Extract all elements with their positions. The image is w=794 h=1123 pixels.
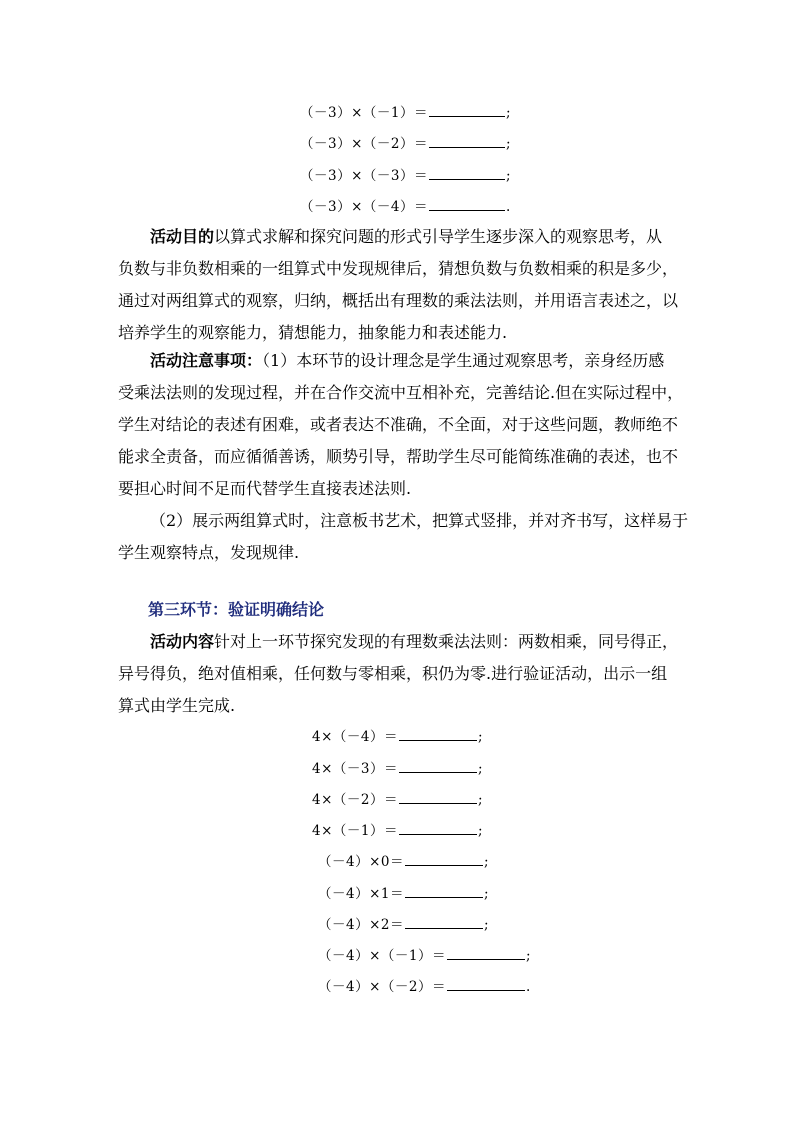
equation-end: . (526, 979, 531, 995)
answer-blank (447, 946, 525, 960)
equation-row (300, 166, 511, 185)
equation-expression: 4×（－1）＝ (312, 823, 398, 839)
equation-row (318, 884, 489, 903)
equation-end: ; (506, 168, 512, 184)
answer-blank (429, 166, 505, 180)
equation-expression: 4×（－3）＝ (312, 761, 398, 777)
answer-blank (399, 727, 477, 741)
notes-line: 学生对结论的表述有困难，或者表达不准确，不全面，对于这些问题，教师绝不 (118, 415, 679, 434)
equation-end: ; (478, 729, 484, 745)
answer-blank (405, 915, 483, 929)
equation-row (312, 759, 483, 778)
section-heading: 第三环节：验证明确结论 (148, 600, 325, 619)
purpose-line: 以算式求解和探究问题的形式引导学生逐步深入的观察思考，从 (214, 227, 663, 246)
purpose-paragraph (118, 221, 678, 349)
equation-end: ; (506, 105, 512, 121)
notes-line: 要担心时间不足而代替学生直接表述法则. (118, 479, 412, 498)
equation-end: ; (484, 917, 490, 933)
equation-row (318, 915, 489, 934)
equation-end: ; (478, 792, 484, 808)
equation-end: ; (506, 136, 512, 152)
equation-expression: （－4）×（－2）＝ (318, 979, 446, 995)
answer-blank (399, 759, 477, 773)
equation-row (318, 977, 531, 996)
equation-end: ; (526, 948, 532, 964)
answer-blank (429, 197, 505, 211)
notes-item2-line: （2）展示两组算式时，注意板书艺术，把算式竖排，并对齐书写，这样易于 (150, 511, 689, 530)
equation-expression: （－4）×（－1）＝ (318, 948, 446, 964)
equation-row (312, 821, 483, 840)
answer-blank (429, 134, 505, 148)
notes-line: （1）本环节的设计理念是学生通过观察思考，亲身经历感 (262, 351, 665, 370)
equation-end: . (506, 199, 511, 215)
answer-blank (399, 790, 477, 804)
purpose-line: 通过对两组算式的观察，归纳，概括出有理数的乘法法则，并用语言表述之，以 (118, 291, 679, 310)
equation-expression: 4×（－2）＝ (312, 792, 398, 808)
content-line: 针对上一环节探究发现的有理数乘法法则：两数相乘，同号得正， (214, 632, 679, 651)
equation-row (318, 852, 489, 871)
equation-end: ; (484, 886, 490, 902)
purpose-line: 培养学生的观察能力，猜想能力，抽象能力和表述能力. (118, 323, 508, 342)
notes-label: 活动注意事项： (150, 351, 263, 370)
notes-paragraph (118, 345, 689, 569)
notes-line: 受乘法法则的发现过程，并在合作交流中互相补充，完善结论.但在实际过程中， (118, 383, 684, 402)
equation-expression: （－4）×1＝ (318, 886, 404, 902)
equation-expression: 4×（－4）＝ (312, 729, 398, 745)
content-paragraph (118, 626, 678, 722)
equation-row (312, 727, 483, 746)
equation-expression: （－3）×（－2）＝ (300, 136, 428, 152)
equation-expression: （－3）×（－3）＝ (300, 168, 428, 184)
equation-expression: （－3）×（－1）＝ (300, 105, 428, 121)
equation-row (312, 790, 483, 809)
notes-line: 能求全责备，而应循循善诱，顺势引导，帮助学生尽可能简练准确的表述，也不 (118, 447, 679, 466)
equation-row (318, 946, 531, 965)
content-line: 异号得负，绝对值相乘，任何数与零相乘，积仍为零.进行验证活动，出示一组 (118, 664, 668, 683)
purpose-line: 负数与非负数相乘的一组算式中发现规律后，猜想负数与负数相乘的积是多少， (118, 259, 679, 278)
answer-blank (405, 884, 483, 898)
equation-expression: （－4）×2＝ (318, 917, 404, 933)
equation-expression: （－3）×（－4）＝ (300, 199, 428, 215)
equation-row (300, 197, 511, 216)
answer-blank (429, 103, 505, 117)
equation-end: ; (478, 761, 484, 777)
equation-row (300, 134, 511, 153)
notes-item2-line: 学生观察特点，发现规律. (118, 543, 300, 562)
equation-row (300, 103, 511, 122)
answer-blank (405, 852, 483, 866)
equation-end: ; (484, 854, 490, 870)
content-line: 算式由学生完成. (118, 696, 236, 715)
purpose-label: 活动目的 (150, 227, 215, 246)
answer-blank (447, 977, 525, 991)
answer-blank (399, 821, 477, 835)
equation-end: ; (478, 823, 484, 839)
equation-expression: （－4）×0＝ (318, 854, 404, 870)
content-label: 活动内容 (150, 632, 215, 651)
